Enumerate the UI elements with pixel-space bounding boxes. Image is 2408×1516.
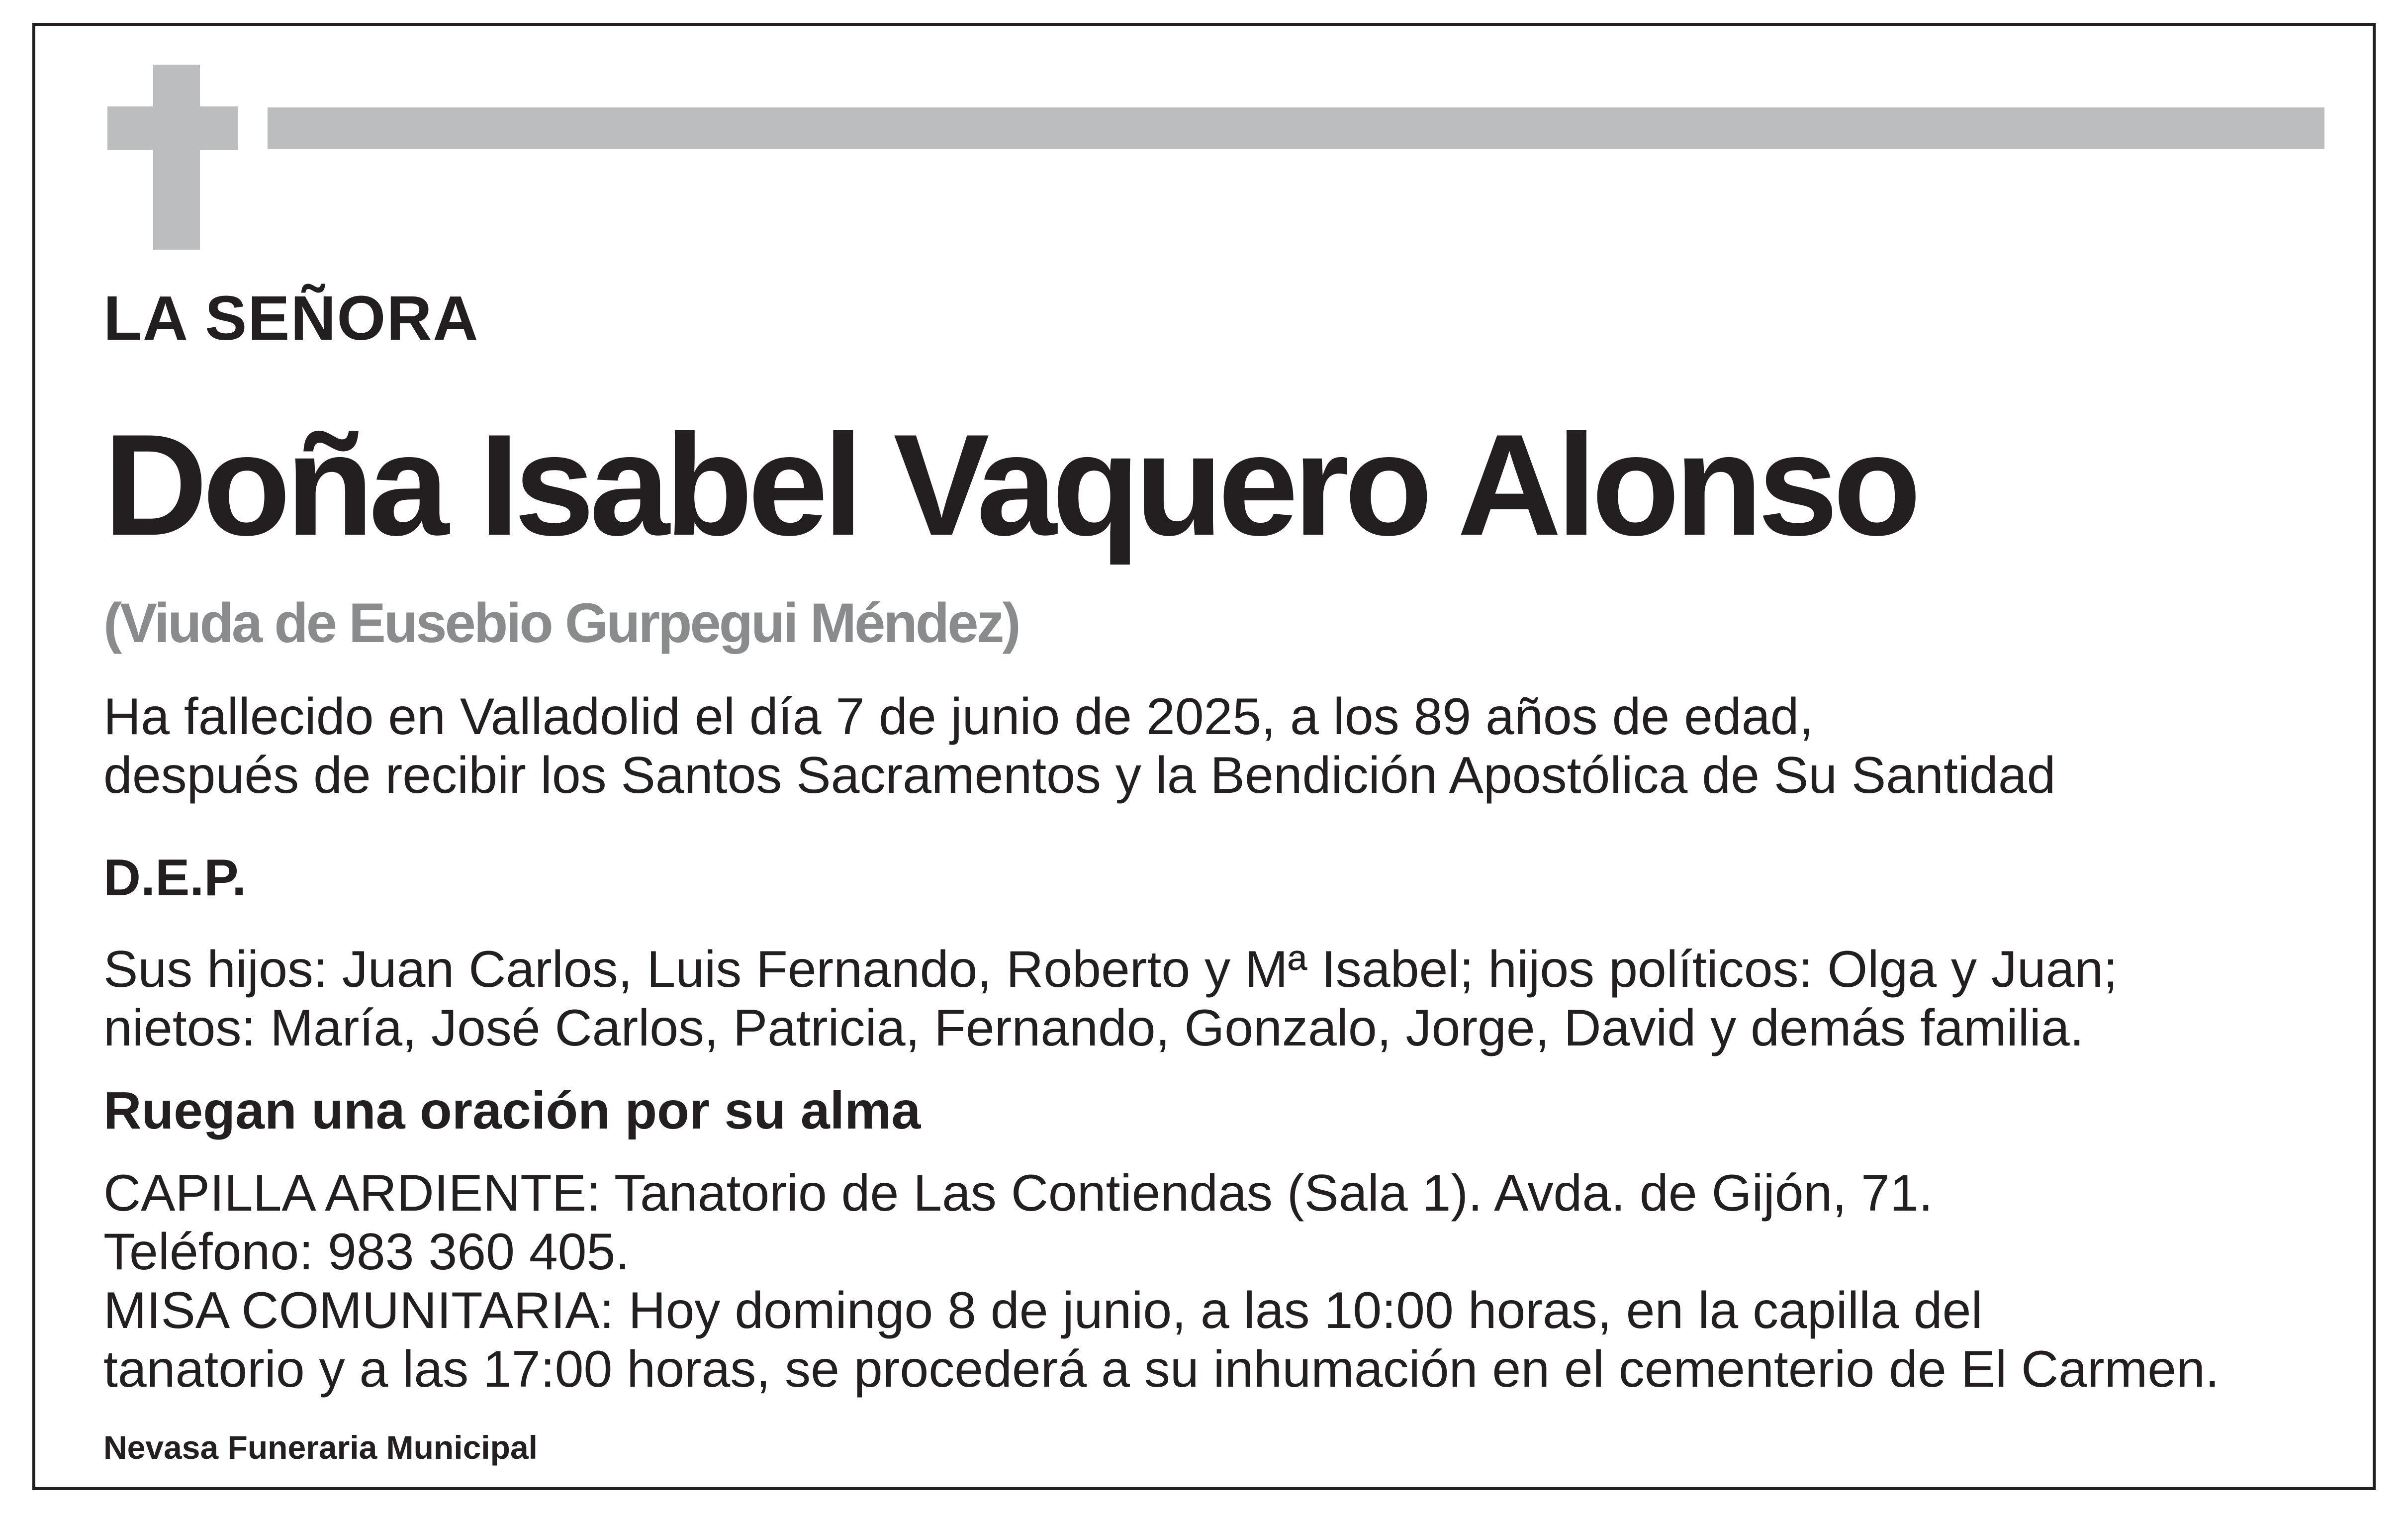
death-notice — [103, 687, 2056, 805]
intro-title: LA SEÑORA — [103, 283, 479, 353]
family-line: Sus hijos: Juan Carlos, Luis Fernando, Roberto y Mª Isabel; hijos políticos: Olga y Juan; — [103, 941, 2118, 998]
death-notice-line: después de recibir los Santos Sacramentos y la Bendición Apostólica de Su Santidad — [103, 747, 2056, 804]
prayer-request: Ruegan una oración por su alma — [103, 1081, 921, 1140]
service-line: tanatorio y a las 17:00 horas, se procederá a su inhumación en el cementerio de El Carmen. — [103, 1340, 2220, 1398]
service-line: MISA COMUNITARIA: Hoy domingo 8 de junio, a las 10:00 horas, en la capilla del — [103, 1282, 1983, 1339]
service-line: CAPILLA ARDIENTE: Tanatorio de Las Contiendas (Sala 1). Avda. de Gijón, 71. — [103, 1164, 1933, 1222]
deceased-name: Doña Isabel Vaquero Alonso — [103, 404, 1917, 566]
header-rule — [268, 107, 2324, 149]
service-details — [103, 1164, 2220, 1399]
family-text — [103, 940, 2118, 1057]
rip-text: D.E.P. — [103, 849, 247, 907]
funeral-home: Nevasa Funeraria Municipal — [103, 1429, 538, 1466]
death-notice-line: Ha fallecido en Valladolid el día 7 de junio de 2025, a los 89 años de edad, — [103, 688, 1814, 746]
family-line: nietos: María, José Carlos, Patricia, Fernando, Gonzalo, Jorge, David y demás familia. — [103, 999, 2084, 1057]
cross-icon-arm — [107, 106, 238, 150]
cross-icon — [153, 65, 200, 250]
widow-line: (Viuda de Eusebio Gurpegui Méndez) — [103, 592, 1019, 654]
service-line: Teléfono: 983 360 405. — [103, 1223, 630, 1281]
